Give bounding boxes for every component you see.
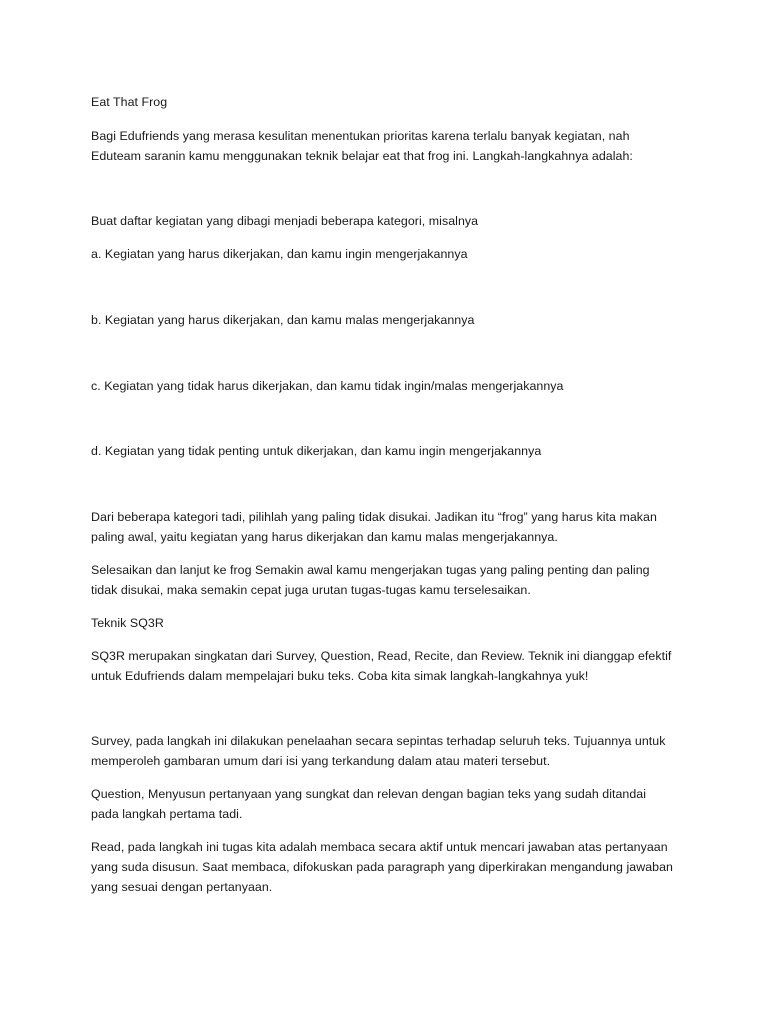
- survey-line-1: Survey, pada langkah ini dilakukan penelaahan secara sepintas terhadap seluruh teks. Tujuannya untuk: [91, 734, 666, 748]
- sq3r-intro-line-1: SQ3R merupakan singkatan dari Survey, Question, Read, Recite, dan Review. Teknik ini dianggap efektif: [91, 649, 672, 663]
- survey-line-2: memperoleh gambaran umum dari isi yang terkandung dalam atau materi tersebut.: [91, 754, 551, 768]
- choose-line-2: paling awal, yaitu kegiatan yang harus dikerjakan dan kamu malas mengerjakannya.: [91, 530, 558, 544]
- document-title: Eat That Frog: [91, 95, 168, 109]
- choose-line-1: Dari beberapa kategori tadi, pilihlah yang paling tidak disukai. Jadikan itu “frog” yang harus kita makan: [91, 510, 657, 524]
- finish-line-1: Selesaikan dan lanjut ke frog Semakin awal kamu mengerjakan tugas yang paling penting dan paling: [91, 563, 650, 577]
- read-line-3: yang sesuai dengan pertanyaan.: [91, 880, 273, 894]
- intro-line-2: Eduteam saranin kamu menggunakan teknik belajar eat that frog ini. Langkah-langkahnya adalah:: [91, 149, 633, 163]
- list-intro: Buat daftar kegiatan yang dibagi menjadi beberapa kategori, misalnya: [91, 214, 479, 228]
- question-line-2: pada langkah pertama tadi.: [91, 807, 243, 821]
- list-item-c: c. Kegiatan yang tidak harus dikerjakan, dan kamu tidak ingin/malas mengerjakannya: [91, 379, 564, 393]
- list-item-d: d. Kegiatan yang tidak penting untuk dikerjakan, dan kamu ingin mengerjakannya: [91, 444, 542, 458]
- list-item-b: b. Kegiatan yang harus dikerjakan, dan kamu malas mengerjakannya: [91, 313, 475, 327]
- finish-line-2: tidak disukai, maka semakin cepat juga urutan tugas-tugas kamu terselesaikan.: [91, 583, 531, 597]
- sq3r-title: Teknik SQ3R: [91, 616, 164, 630]
- read-line-2: yang suda disusun. Saat membaca, difokuskan pada paragraph yang diperkirakan mengandung jawaban: [91, 860, 673, 874]
- intro-line-1: Bagi Edufriends yang merasa kesulitan menentukan prioritas karena terlalu banyak kegiatan, nah: [91, 129, 630, 143]
- question-line-1: Question, Menyusun pertanyaan yang sungkat dan relevan dengan bagian teks yang sudah ditandai: [91, 787, 647, 801]
- list-item-a: a. Kegiatan yang harus dikerjakan, dan kamu ingin mengerjakannya: [91, 247, 468, 261]
- read-line-1: Read, pada langkah ini tugas kita adalah membaca secara aktif untuk mencari jawaban atas pertanyaan: [91, 840, 668, 854]
- sq3r-intro-line-2: untuk Edufriends dalam mempelajari buku teks. Coba kita simak langkah-langkahnya yuk!: [91, 669, 589, 683]
